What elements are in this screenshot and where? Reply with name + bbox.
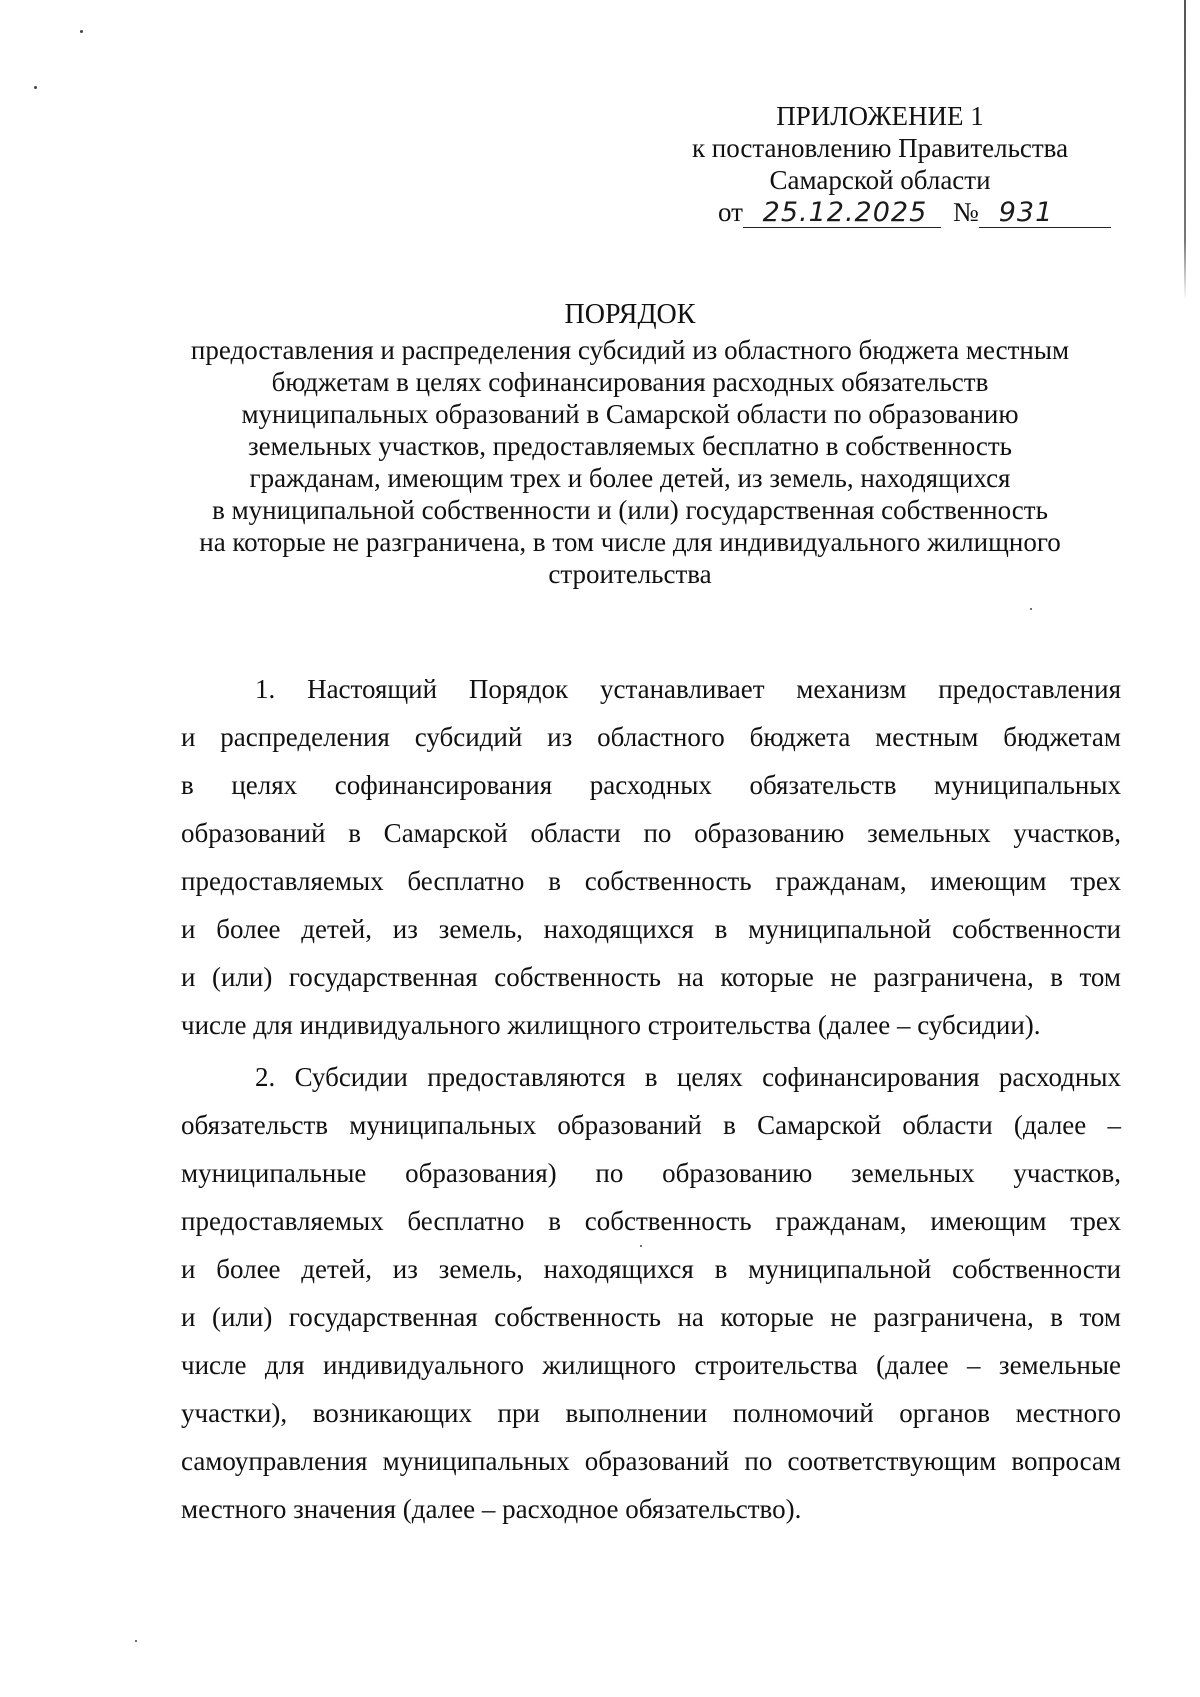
title-line: предоставления и распределения субсидий из областного бюджета местным xyxy=(190,335,1070,365)
number-label: № xyxy=(952,197,979,227)
title-line: на которые не разграничена, в том числе для индивидуального жилищного xyxy=(199,527,1061,557)
paragraph-line: муниципальные образования) по образованию земельных участков, xyxy=(181,1158,1121,1188)
paragraph-line: и (или) государственная собственность на которые не разграничена, в том xyxy=(181,1302,1121,1332)
paragraph-line: в целях софинансирования расходных обязательств муниципальных xyxy=(181,770,1121,800)
paragraph-line: и более детей, из земель, находящихся в муниципальной собственности xyxy=(181,914,1121,944)
scan-speck xyxy=(1030,608,1032,610)
paragraph-line: и (или) государственная собственность на которые не разграничена, в том xyxy=(181,962,1121,992)
paragraph-line: участки), возникающих при выполнении полномочий органов местного xyxy=(181,1398,1121,1428)
title-line: муниципальных образований в Самарской области по образованию xyxy=(241,399,1019,429)
paragraph-line: и распределения субсидий из областного бюджета местным бюджетам xyxy=(181,722,1121,752)
paragraph-line: числе для индивидуального жилищного строительства (далее – земельные xyxy=(181,1350,1121,1380)
appendix-header xyxy=(640,100,1120,228)
title-line: строительства xyxy=(548,559,712,589)
title-line: гражданам, имеющим трех и более детей, из земель, находящихся xyxy=(249,463,1011,493)
paragraph-1 xyxy=(181,665,1121,1049)
scan-speck xyxy=(135,1640,137,1642)
paragraph-line: местного значения (далее – расходное обязательство). xyxy=(181,1494,802,1524)
appendix-line-region: Самарской области xyxy=(769,165,991,195)
handwritten-number: 931 xyxy=(979,199,1111,228)
paragraph-2 xyxy=(181,1053,1121,1533)
appendix-date-row xyxy=(718,196,1120,228)
scan-speck xyxy=(34,86,37,89)
paragraph-line: обязательств муниципальных образований в Самарской области (далее – xyxy=(181,1110,1121,1140)
title-line: бюджетам в целях софинансирования расходных обязательств xyxy=(271,367,989,397)
paragraph-line: предоставляемых бесплатно в собственность гражданам, имеющим трех xyxy=(181,866,1121,896)
scan-edge-line xyxy=(1184,0,1186,300)
paragraph-line: самоуправления муниципальных образований по соответствующим вопросам xyxy=(181,1446,1121,1476)
paragraph-line: предоставляемых бесплатно в собственность гражданам, имеющим трех xyxy=(181,1206,1121,1236)
document-heading: ПОРЯДОК xyxy=(564,299,696,330)
handwritten-date: 25.12.2025 xyxy=(743,199,941,228)
paragraph-line: числе для индивидуального жилищного строительства (далее – субсидии). xyxy=(181,1010,1041,1040)
paragraph-line: 1. Настоящий Порядок устанавливает механизм предоставления xyxy=(255,674,1121,704)
title-line: земельных участков, предоставляемых бесплатно в собственность xyxy=(248,431,1012,461)
appendix-title: ПРИЛОЖЕНИЕ 1 xyxy=(776,101,984,131)
title-line: в муниципальной собственности и (или) государственная собственность xyxy=(212,495,1048,525)
paragraph-line: образований в Самарской области по образованию земельных участков, xyxy=(181,818,1121,848)
date-prefix: от xyxy=(718,197,743,227)
paragraph-line: 2. Субсидии предоставляются в целях софинансирования расходных xyxy=(255,1062,1121,1092)
document-body xyxy=(181,665,1121,1533)
appendix-line-decree: к постановлению Правительства xyxy=(691,133,1069,163)
scan-speck xyxy=(80,30,83,33)
paragraph-line: и более детей, из земель, находящихся в муниципальной собственности xyxy=(181,1254,1121,1284)
document-title xyxy=(175,298,1085,590)
